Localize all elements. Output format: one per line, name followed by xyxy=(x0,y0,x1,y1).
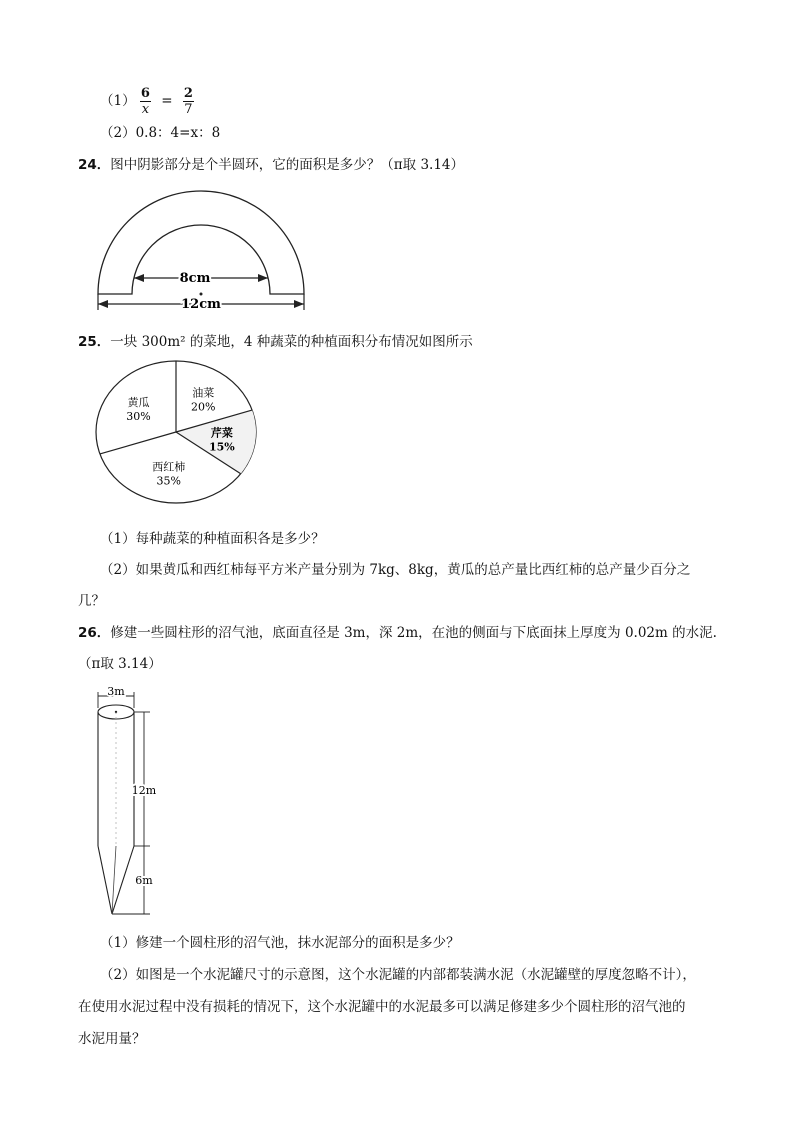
fraction-2-over-7 xyxy=(183,86,194,117)
pie-slice-name-label: 黄瓜 xyxy=(127,395,150,409)
q25-part2-line2: 几？ xyxy=(78,593,105,609)
q26-part2-line1: （2）如图是一个水泥罐尺寸的示意图，这个水泥罐的内部都装满水泥（水泥罐壁的厚度忽略不计）， xyxy=(100,967,696,983)
vegetable-pie-chart xyxy=(93,357,263,507)
pie-slice-name-label: 油菜 xyxy=(192,386,215,400)
outer-diameter-label: 12cm xyxy=(181,297,221,312)
question-text: 图中阴影部分是个半圆环，它的面积是多少？（π取 3.14） xyxy=(110,157,465,173)
q25-part2-line1: （2）如果黄瓜和西红柿每平方米产量分别为 7kg、8kg，黄瓜的总产量比西红柿的总产量少百分之 xyxy=(100,562,691,578)
cylinder-height-label: 12m xyxy=(131,784,157,797)
q23-part1 xyxy=(100,86,194,116)
equals-sign: = xyxy=(161,93,173,109)
pie-slice-percent-label: 20% xyxy=(191,400,216,414)
arrow-right-icon xyxy=(294,300,304,308)
q25-text xyxy=(78,333,473,351)
question-number: 26． xyxy=(78,625,111,641)
q26-part2-line2: 在使用水泥过程中没有损耗的情况下，这个水泥罐中的水泥最多可以满足修建多少个圆柱形的沼气池的 xyxy=(78,999,686,1015)
question-number: 25． xyxy=(78,334,111,350)
q26-text-line1 xyxy=(78,624,717,642)
half-ring-diagram xyxy=(90,176,320,316)
arrow-right-icon xyxy=(258,274,268,282)
q26-text-line2: （π取 3.14） xyxy=(78,656,162,672)
fraction-numerator: 6 xyxy=(140,86,150,101)
center-dot xyxy=(200,293,203,296)
q26-part1: （1）修建一个圆柱形的沼气池，抹水泥部分的面积是多少？ xyxy=(100,935,460,951)
q24-text xyxy=(78,156,464,174)
question-number: 24． xyxy=(78,157,111,173)
pie-slice-percent-label: 35% xyxy=(156,474,181,488)
pie-slice-percent-label: 15% xyxy=(208,440,235,454)
cone-left-edge xyxy=(98,846,112,914)
arrow-left-icon xyxy=(134,274,144,282)
question-text: 一块 300m² 的菜地，4 种蔬菜的种植面积分布情况如图所示 xyxy=(110,334,473,350)
q25-part1: （1）每种蔬菜的种植面积各是多少？ xyxy=(100,531,325,547)
cone-height-label: 6m xyxy=(135,874,153,887)
inner-diameter-label: 8cm xyxy=(179,271,211,286)
q23-part1-label: （1） xyxy=(100,93,136,109)
fraction-6-over-x xyxy=(140,86,151,117)
question-text: 修建一些圆柱形的沼气池，底面直径是 3m，深 2m，在池的侧面与下底面抹上厚度为 0.02m 的水泥. xyxy=(110,625,717,641)
top-diameter-label: 3m xyxy=(107,685,125,698)
pie-slice-name-label: 芹菜 xyxy=(210,426,233,440)
fraction-numerator: 2 xyxy=(183,86,193,101)
fraction-denominator: 7 xyxy=(184,102,193,117)
pie-slice-name-label: 西红柿 xyxy=(152,460,186,474)
fraction-denominator: x xyxy=(141,102,150,117)
q23-part2: （2）0.8：4=x：8 xyxy=(100,125,221,141)
q26-part2-line3: 水泥用量？ xyxy=(78,1031,146,1047)
cement-tank-diagram xyxy=(90,684,180,924)
arrow-left-icon xyxy=(98,300,108,308)
pie-slice-percent-label: 30% xyxy=(126,409,151,423)
